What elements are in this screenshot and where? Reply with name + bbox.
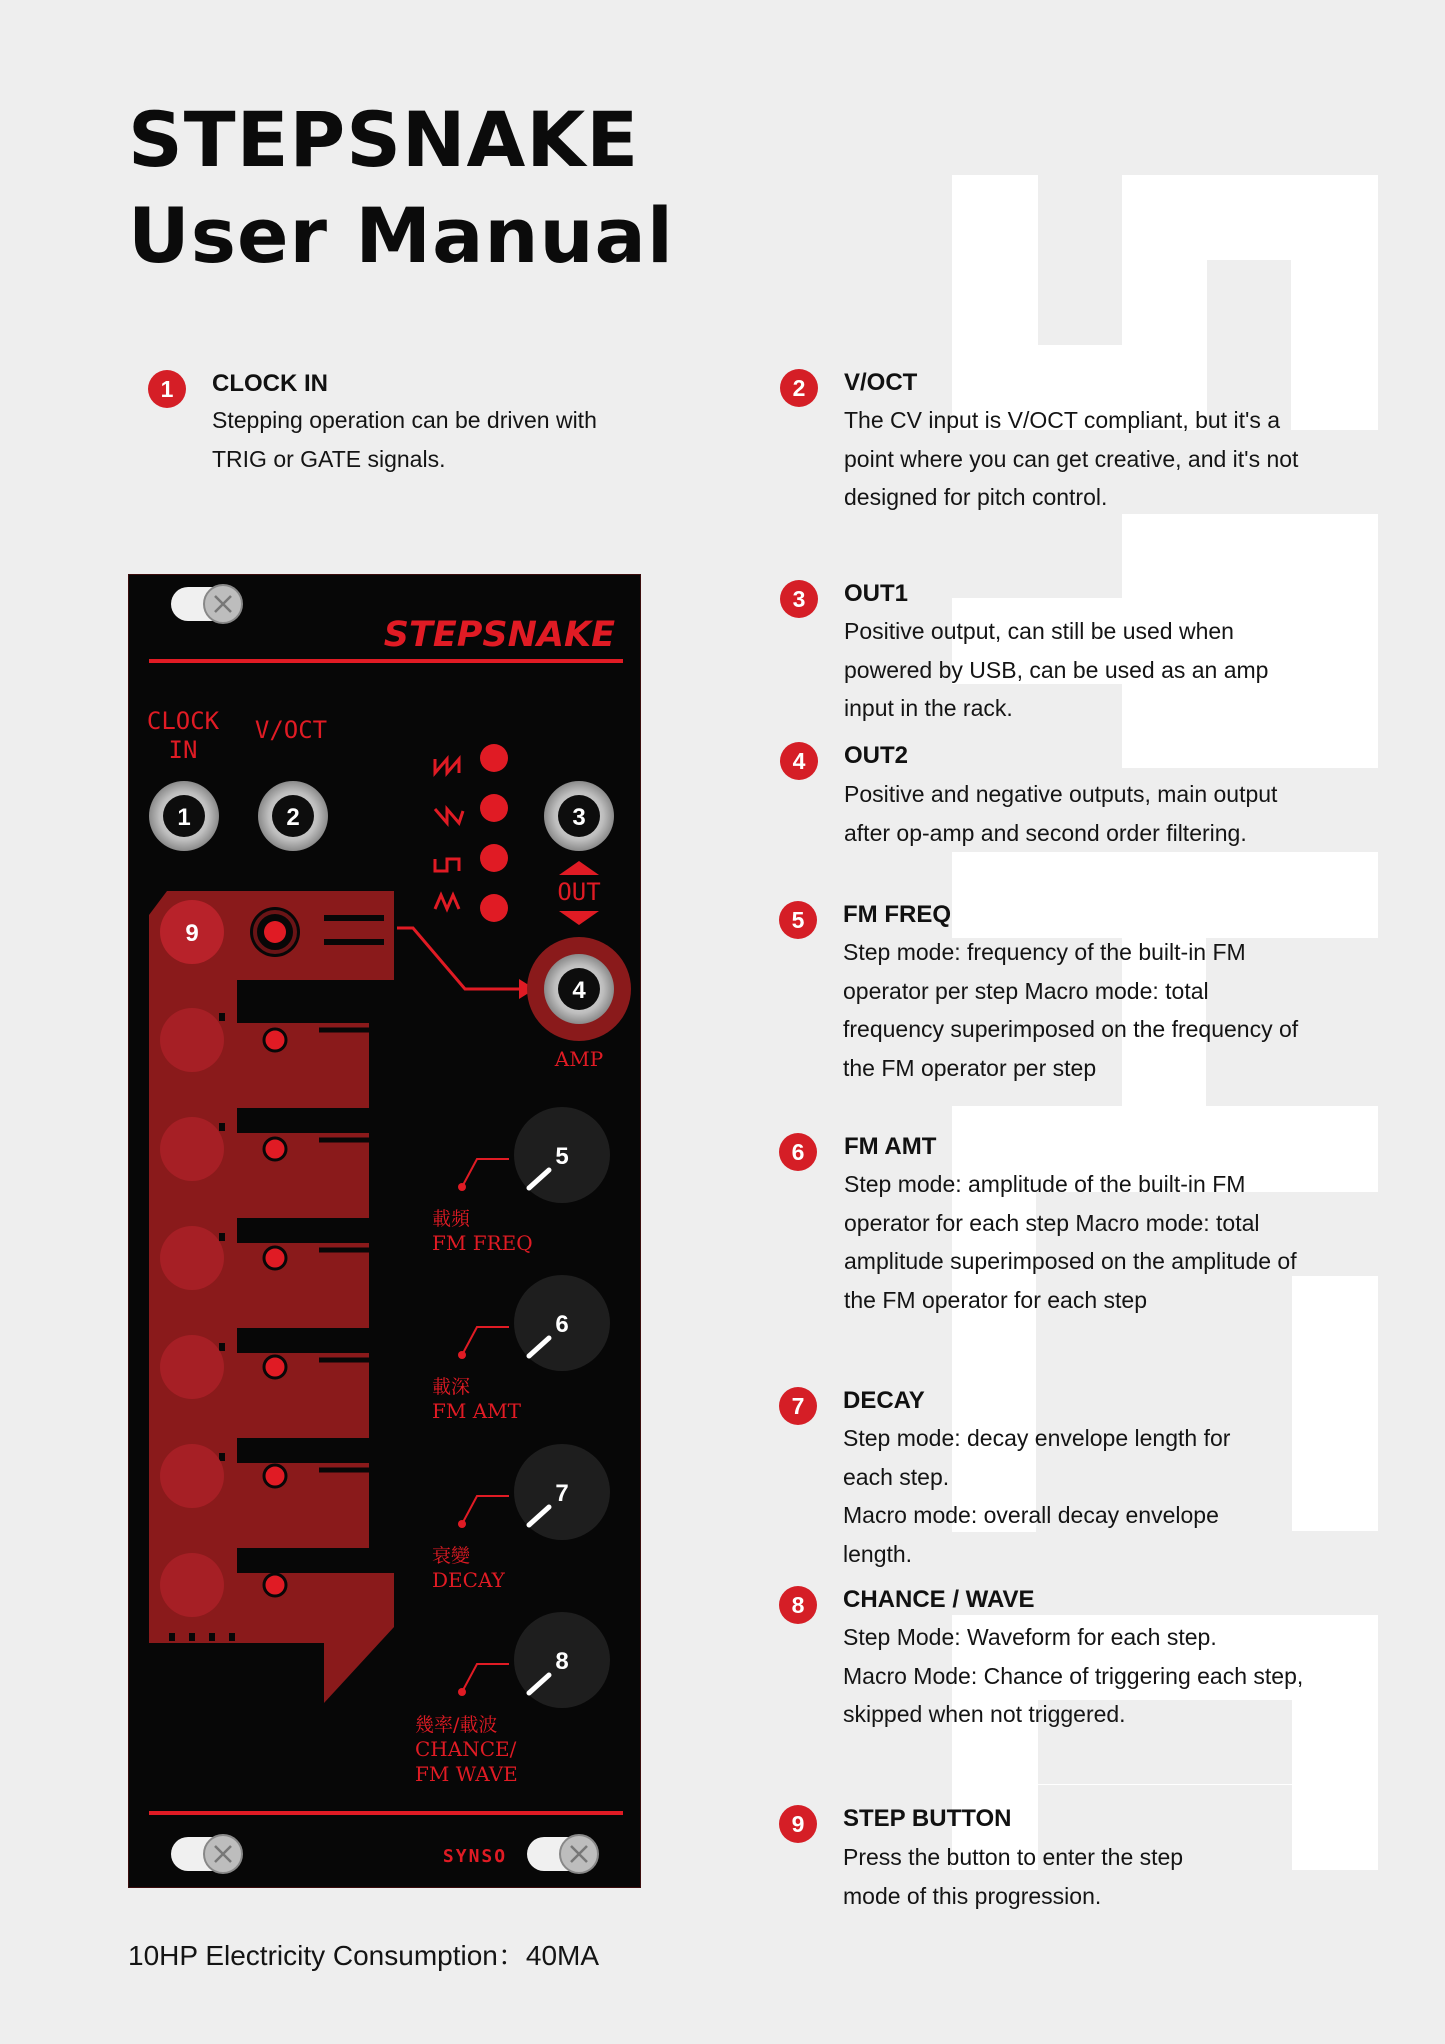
number-badge: 4 [780,742,818,780]
item-heading: FM FREQ [843,901,951,928]
saw-wave-icon [435,809,463,823]
item-description: Positive output, can still be used when powered by USB, can be used as an amp input in the rack. [844,618,1269,721]
number-badge: 8 [779,1586,817,1624]
panel-brand: STEPSNAKE [383,615,615,655]
knob-decay-label: DECAY [432,1568,505,1592]
knob-chance-wave-label-1: CHANCE/ [415,1737,517,1761]
step-led [264,1574,286,1596]
step-led [264,1029,286,1051]
led-wave-1 [480,744,508,772]
number-badge: 2 [780,369,818,407]
knob-decay [458,1444,610,1540]
item-description: The CV input is V/OCT compliant, but it's a point where you can get creative, and it's not designed for pitch control. [844,407,1299,510]
item-heading: DECAY [843,1387,925,1414]
power-consumption-note: 10HP Electricity Consumption：40MA [128,1940,600,1971]
svg-text:6: 6 [555,1311,569,1338]
waveform-indicators [435,759,463,909]
step-button [160,1335,224,1399]
led-wave-4 [480,894,508,922]
divider-line [149,659,623,663]
maker-logo: SYNSO [442,1846,508,1867]
item-heading: STEP BUTTON [843,1805,1012,1832]
item-description: Step mode: decay envelope length for each step. Macro mode: overall decay envelope length. [843,1425,1231,1567]
clock-label-in: IN [168,736,198,764]
number-badge: 3 [780,580,818,618]
svg-text:4: 4 [572,977,586,1004]
step-button [160,1553,224,1617]
number-badge: 6 [779,1133,817,1171]
eye-led [250,907,300,957]
svg-text:7: 7 [555,1480,569,1507]
item-heading: OUT2 [844,742,909,769]
title-line-1: STEPSNAKE [128,95,640,184]
step-led [264,1138,286,1160]
screw-toggle-bottom-left [171,1835,242,1873]
led-wave-2 [480,794,508,822]
knob-decay-cn: 衰變 [432,1545,471,1567]
number-badge: 1 [148,370,186,408]
square-wave-icon [435,859,459,871]
divider-line [149,1811,623,1815]
step-button [160,1008,224,1072]
item-heading: CLOCK IN [212,370,328,397]
item-description: Stepping operation can be driven with TRIG or GATE signals. [212,407,597,472]
arrow-up-icon [559,861,599,875]
item-description: Step mode: frequency of the built-in FM operator per step Macro mode: total frequency superimposed on the frequency of the FM operator per step [843,939,1299,1081]
panel-graphic [129,575,641,1888]
number-badge: 7 [779,1387,817,1425]
step-led [264,1356,286,1378]
item-description: Press the button to enter the step mode of this progression. [843,1844,1184,1909]
step-button-number: 9 [185,920,199,947]
background-decoration-gap [1038,175,1122,345]
svg-text:8: 8 [555,1648,569,1675]
svg-text:5: 5 [555,1143,569,1170]
triangle-wave-icon [435,895,459,909]
step-led [264,1465,286,1487]
jack-voct [258,781,328,851]
item-description: Step Mode: Waveform for each step. Macro Mode: Chance of triggering each step, skipped when not triggered. [843,1624,1304,1727]
arrow-down-icon [559,911,599,925]
knob-chance-wave [458,1612,610,1708]
screw-toggle-top [171,585,242,623]
module-panel-illustration [128,574,641,1888]
svg-text:2: 2 [286,804,300,831]
knob-fm-amt-label: FM AMT [432,1399,521,1423]
knob-fm-freq-cn: 載頻 [432,1208,471,1230]
jack-clock-in [149,781,219,851]
voct-label: V/OCT [254,716,328,744]
knob-fm-amt [458,1275,610,1371]
svg-text:3: 3 [572,804,586,831]
item-description: Positive and negative outputs, main output after op-amp and second order filtering. [844,781,1278,846]
amp-label: AMP [554,1047,604,1071]
background-decoration [952,175,1378,430]
knob-chance-wave-cn: 幾率/載波 [415,1714,498,1736]
knob-fm-freq-label: FM FREQ [432,1231,533,1255]
step-led [264,1247,286,1269]
step-button [160,1117,224,1181]
screw-toggle-bottom-right [527,1835,598,1873]
background-decoration [952,852,1378,938]
led-wave-3 [480,844,508,872]
item-heading: OUT1 [844,580,909,607]
jack-out1 [544,781,614,851]
page-title [128,92,674,284]
step-button [160,1226,224,1290]
signal-arrow [397,928,519,989]
number-badge: 5 [779,901,817,939]
step-button [160,1444,224,1508]
svg-text:1: 1 [177,804,191,831]
knob-chance-wave-label-2: FM WAVE [415,1762,518,1786]
item-heading: CHANCE / WAVE [843,1586,1035,1613]
knob-fm-freq [458,1107,610,1203]
number-badge: 9 [779,1805,817,1843]
jack-out2-amp [527,937,631,1041]
item-heading: V/OCT [844,369,918,396]
knob-fm-amt-cn: 載深 [432,1376,471,1398]
out-label: OUT [557,878,601,906]
item-heading: FM AMT [844,1133,937,1160]
ramp-down-wave-icon [435,759,459,773]
title-line-2: User Manual [128,191,674,280]
item-description: Step mode: amplitude of the built-in FM operator for each step Macro mode: total amplitude superimposed on the amplitude of the FM operator for each step [844,1171,1297,1313]
clock-label: CLOCK [146,707,220,735]
